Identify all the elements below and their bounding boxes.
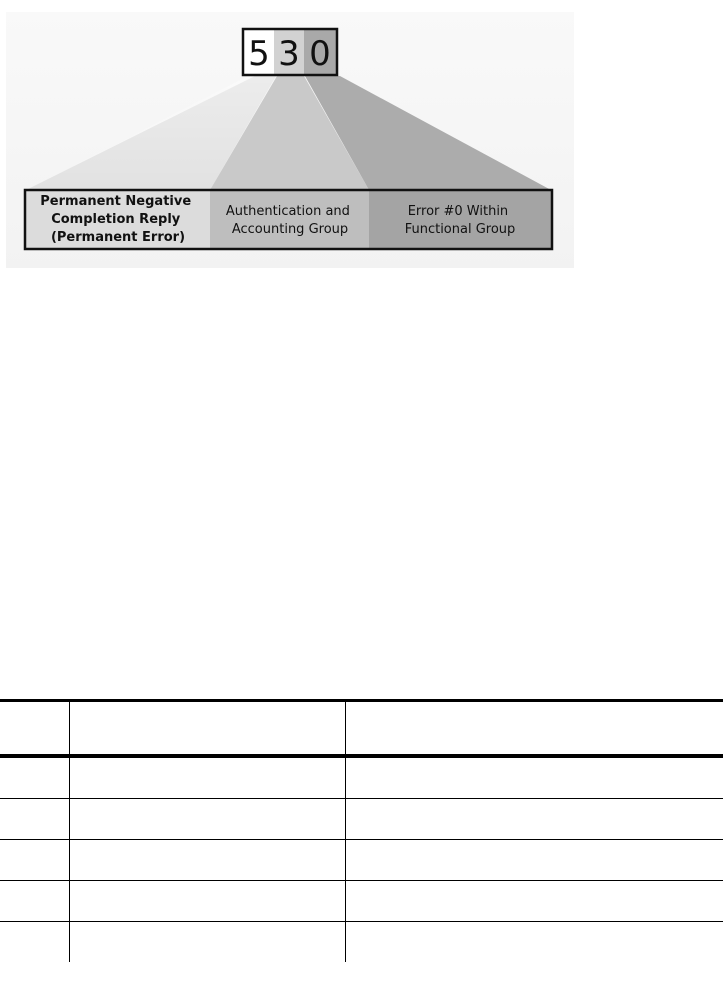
digit-3: 0 [309,34,331,74]
segment-detail-label: Error #0 Within Functional Group [404,204,516,237]
table-cell [0,881,69,922]
header-text [69,701,345,757]
table-cell [0,922,69,963]
table-cell [69,922,345,963]
table-row [0,922,723,963]
segment-class-label: Permanent Negative Completion Reply (Permanent Error) [40,194,192,245]
table-cell [345,840,723,881]
description-bar [25,190,552,249]
reply-code-diagram [0,0,723,280]
table-row [0,799,723,840]
table-row [0,840,723,881]
table-cell [345,799,723,840]
header-code [0,701,69,757]
segment-group-bg [210,191,369,248]
table-cell [0,756,69,799]
header-description [345,701,723,757]
table-cell [345,756,723,799]
table-row [0,756,723,799]
table-cell [69,756,345,799]
reply-code-table [0,699,723,962]
digit-1: 5 [248,34,270,74]
table-row [0,881,723,922]
table-cell [69,799,345,840]
table-cell [345,881,723,922]
segment-group-label: Authentication and Accounting Group [225,204,350,237]
digit-2: 3 [278,34,300,74]
code-box [243,29,337,75]
table-cell [69,881,345,922]
table-cell [345,922,723,963]
table-cell [0,799,69,840]
table-cell [69,840,345,881]
table-cell [0,840,69,881]
table-header-row [0,701,723,757]
segment-detail-bg [369,191,551,248]
